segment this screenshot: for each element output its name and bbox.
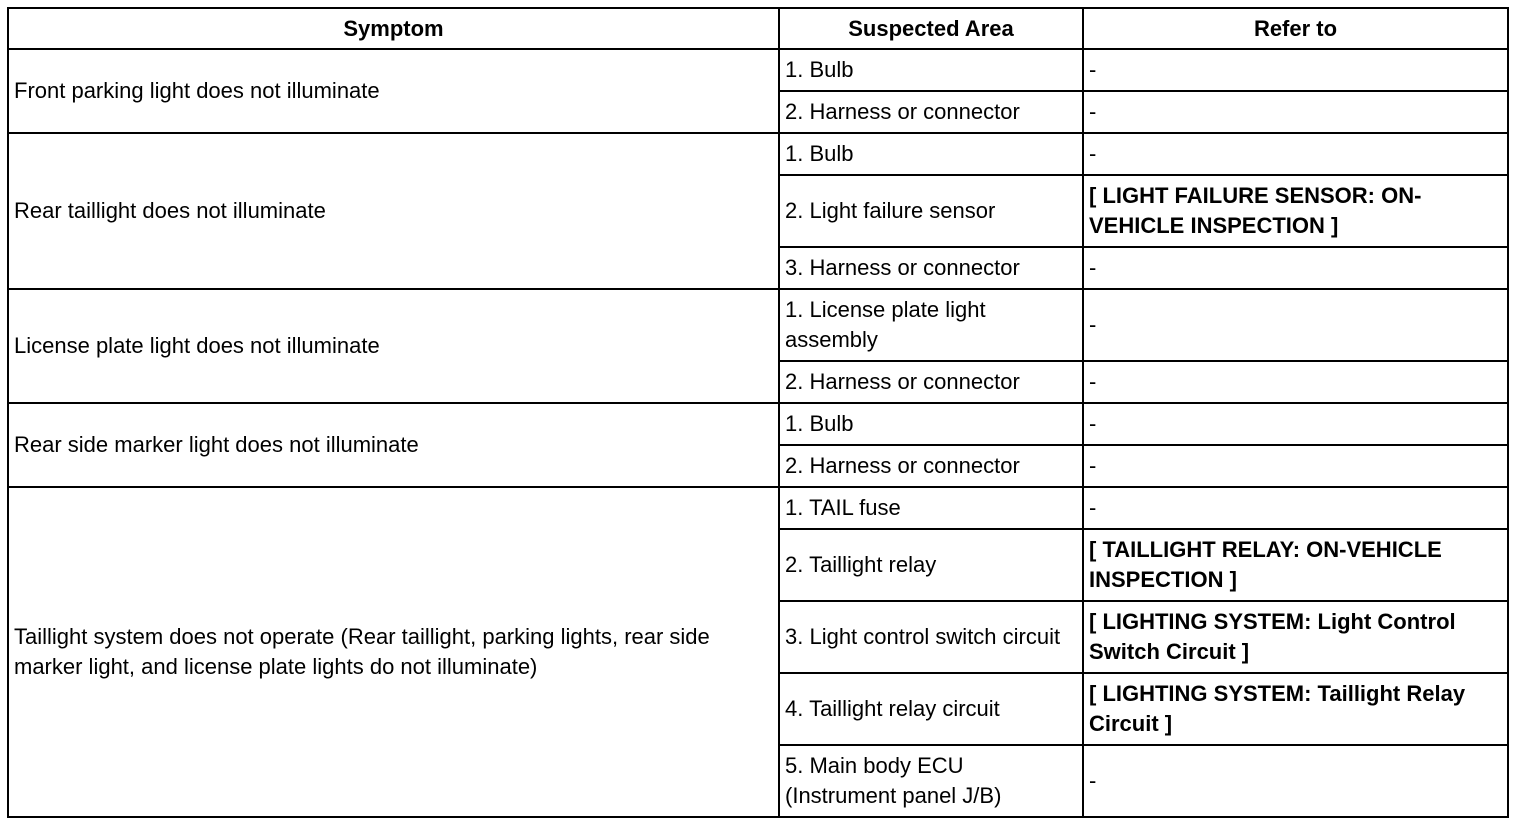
suspected-area-cell: 3. Harness or connector	[779, 247, 1083, 289]
table-header	[8, 8, 1508, 49]
refer-to-cell: -	[1083, 91, 1508, 133]
symptom-cell: Rear taillight does not illuminate	[8, 133, 779, 289]
header-refer-to: Refer to	[1083, 8, 1508, 49]
header-suspected-area: Suspected Area	[779, 8, 1083, 49]
suspected-area-cell: 1. TAIL fuse	[779, 487, 1083, 529]
refer-to-cell: -	[1083, 49, 1508, 91]
refer-to-link-cell[interactable]: [ LIGHTING SYSTEM: Taillight Relay Circuit ]	[1083, 673, 1508, 745]
header-row	[8, 8, 1508, 49]
symptom-cell: Front parking light does not illuminate	[8, 49, 779, 133]
symptom-cell: License plate light does not illuminate	[8, 289, 779, 403]
suspected-area-cell: 2. Taillight relay	[779, 529, 1083, 601]
table-row	[8, 289, 1508, 361]
header-symptom: Symptom	[8, 8, 779, 49]
symptom-cell: Rear side marker light does not illuminate	[8, 403, 779, 487]
suspected-area-cell: 1. Bulb	[779, 133, 1083, 175]
symptom-cell: Taillight system does not operate (Rear taillight, parking lights, rear side marker light, and license plate lights do not illuminate)	[8, 487, 779, 817]
suspected-area-cell: 2. Light failure sensor	[779, 175, 1083, 247]
table-row	[8, 49, 1508, 91]
refer-to-link-cell[interactable]: [ LIGHTING SYSTEM: Light Control Switch Circuit ]	[1083, 601, 1508, 673]
suspected-area-cell: 1. Bulb	[779, 49, 1083, 91]
refer-to-cell: -	[1083, 487, 1508, 529]
table-row	[8, 403, 1508, 445]
suspected-area-cell: 2. Harness or connector	[779, 91, 1083, 133]
table-row	[8, 133, 1508, 175]
suspected-area-cell: 1. License plate light assembly	[779, 289, 1083, 361]
diagnosis-table	[7, 7, 1509, 818]
refer-to-cell: -	[1083, 247, 1508, 289]
refer-to-link-cell[interactable]: [ LIGHT FAILURE SENSOR: ON-VEHICLE INSPECTION ]	[1083, 175, 1508, 247]
suspected-area-cell: 3. Light control switch circuit	[779, 601, 1083, 673]
suspected-area-cell: 4. Taillight relay circuit	[779, 673, 1083, 745]
suspected-area-cell: 1. Bulb	[779, 403, 1083, 445]
refer-to-cell: -	[1083, 445, 1508, 487]
suspected-area-cell: 2. Harness or connector	[779, 361, 1083, 403]
refer-to-cell: -	[1083, 289, 1508, 361]
refer-to-link-cell[interactable]: [ TAILLIGHT RELAY: ON-VEHICLE INSPECTION ]	[1083, 529, 1508, 601]
suspected-area-cell: 2. Harness or connector	[779, 445, 1083, 487]
suspected-area-cell: 5. Main body ECU (Instrument panel J/B)	[779, 745, 1083, 817]
refer-to-cell: -	[1083, 361, 1508, 403]
refer-to-cell: -	[1083, 745, 1508, 817]
refer-to-cell: -	[1083, 403, 1508, 445]
table-row	[8, 487, 1508, 529]
refer-to-cell: -	[1083, 133, 1508, 175]
table-body	[8, 49, 1508, 817]
